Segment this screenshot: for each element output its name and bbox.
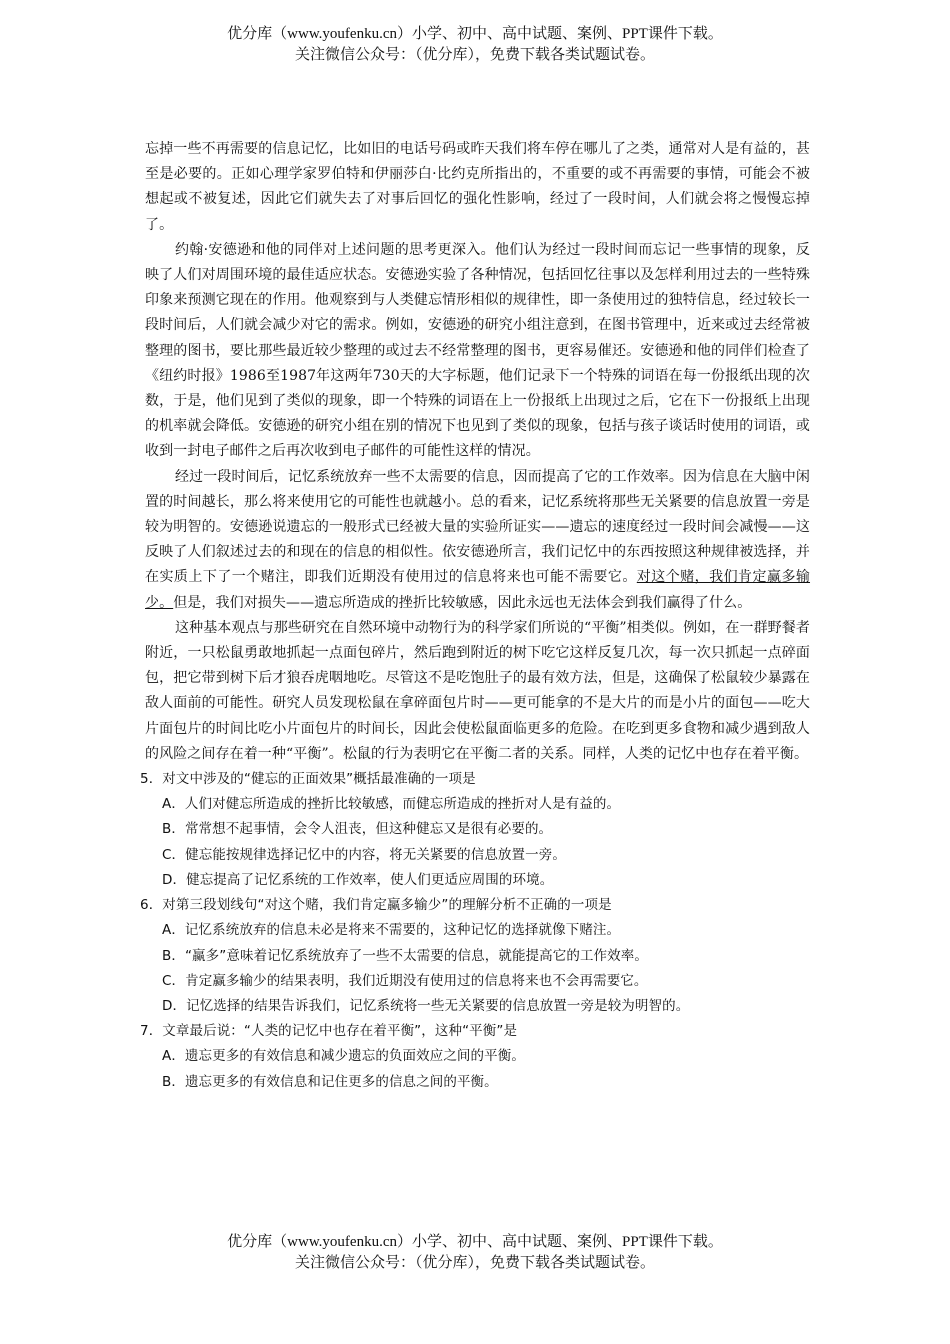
paragraph-2: 约翰·安德逊和他的同伴对上述问题的思考更深入。他们认为经过一段时间而忘记一些事情的现象，反映了人们对周围环境的最佳适应状态。安德逊实验了各种情况，包括回忆往事以及怎样利用过去的一些特殊印象来预测它现在的作用。他观察到与人类健忘情形相似的规律性，即一条使用过的独特信息，经过较长一段时间后，人们就会减少对它的需求。例如，安德逊的研究小组注意到，在图书管理中，近来或过去经常被整理的图书，要比那些最近较少整理的或过去不经常整理的图书，更容易催还。安德逊和他的同伴们检查了《纽约时报》1986至1987年这两年730天的大字标题，他们记录下一个特殊的词语在每一份报纸出现的次数，于是，他们见到了类似的现象，即一个特殊的词语在上一份报纸上出现过之后，它在下一份报纸上出现的机率就会降低。安德逊的研究小组在别的情况下也见到了类似的现象，包括与孩子谈话时使用的词语，或收到一封电子邮件之后再次收到电子邮件的可能性这样的情况。 — [145, 241, 810, 460]
option-a: A．人们对健忘所造成的挫折比较敏感，而健忘所造成的挫折对人是有益的。 — [162, 796, 621, 813]
questions-section — [140, 767, 810, 1095]
header-line-2: 关注微信公众号：（优分库），免费下载各类试题试卷。 — [294, 47, 655, 63]
option-d: D．记忆选择的结果告诉我们，记忆系统将一些无关紧要的信息放置一旁是较为明智的。 — [162, 997, 690, 1014]
option-c: C．健忘能按规律选择记忆中的内容，将无关紧要的信息放置一旁。 — [162, 846, 566, 863]
option-b: B．遗忘更多的有效信息和记住更多的信息之间的平衡。 — [162, 1073, 498, 1090]
paragraph-4: 这种基本观点与那些研究在自然环境中动物行为的科学家们所说的“平衡”相类似。例如，在一群野餐者附近，一只松鼠勇敢地抓起一点面包碎片，然后跑到附近的树下吃它这样反复几次，每一次只抓起一点碎面包，把它带到树下后才狼吞虎咽地吃。尽管这不是吃饱肚子的最有效方法，但是，这确保了松鼠较少暴露在敌人面前的可能性。研究人员发现松鼠在拿碎面包片时——更可能拿的不是大片的而是小片的面包——吃大片面包片的时间比吃小片面包片的时间长，因此会使松鼠面临更多的危险。在吃到更多食物和减少遇到敌人的风险之间存在着一种“平衡”。松鼠的行为表明它在平衡二者的关系。同样，人类的记忆中也存在着平衡。 — [145, 619, 810, 762]
option-c: C．肯定赢多输少的结果表明，我们近期没有使用过的信息将来也不会再需要它。 — [162, 972, 648, 989]
page-header — [0, 24, 950, 66]
page-footer — [0, 1232, 950, 1274]
question-stem: 7．文章最后说：“人类的记忆中也存在着平衡”，这种“平衡”是 — [140, 1023, 518, 1040]
header-line-1: 优分库（www.youfenku.cn）小学、初中、高中试题、案例、PPT课件下载。 — [227, 26, 723, 42]
paragraph-3-part-a: 经过一段时间后，记忆系统放弃一些不太需要的信息，因而提高了它的工作效率。因为信息在大脑中闲置的时间越长，那么将来使用它的可能性也就越小。总的看来，记忆系统将那些无关紧要的信息放置一旁是较为明智的。安德逊说遗忘的一般形式已经被大量的实验所证实——遗忘的速度经过一段时间会减慢——这反映了人们叙述过去的和现在的信息的相似性。依安德逊所言，我们记忆中的东西按照这种规律被选择，并在实质上下了一个赌注，即我们近期没有使用过的信息将来也可能不需要它。 — [145, 468, 810, 586]
question-5 — [140, 767, 810, 893]
underlined-sentence: 对这个赌，我们肯定赢多输少。 — [145, 569, 811, 611]
document-body — [140, 137, 811, 1095]
paragraph-3-part-b: 但是，我们对损失——遗忘所造成的挫折比较敏感，因此永远也无法体会到我们赢得了什么。 — [173, 594, 752, 611]
question-stem: 6．对第三段划线句“对这个赌，我们肯定赢多输少”的理解分析不正确的一项是 — [140, 897, 612, 914]
question-7 — [140, 1019, 810, 1095]
option-b: B．“赢多”意味着记忆系统放弃了一些不太需要的信息，就能提高它的工作效率。 — [162, 947, 648, 964]
paragraph-1: 忘掉一些不再需要的信息记忆，比如旧的电话号码或昨天我们将车停在哪儿了之类，通常对人是有益的，甚至是必要的。正如心理学家罗伯特和伊丽莎白·比约克所指出的，不重要的或不再需要的事情，可能会不被想起或不被复述，因此它们就失去了对事后回忆的强化性影响，经过了一段时间，人们就会将之慢慢忘掉了。 — [145, 141, 810, 233]
footer-line-2: 关注微信公众号：（优分库），免费下载各类试题试卷。 — [294, 1255, 655, 1271]
question-stem: 5．对文中涉及的“健忘的正面效果”概括最准确的一项是 — [140, 771, 476, 788]
paragraph-3 — [145, 465, 810, 616]
question-6 — [140, 893, 810, 1019]
footer-line-1: 优分库（www.youfenku.cn）小学、初中、高中试题、案例、PPT课件下载。 — [227, 1234, 723, 1250]
option-b: B．常常想不起事情，会令人沮丧，但这种健忘又是很有必要的。 — [162, 821, 553, 838]
option-d: D．健忘提高了记忆系统的工作效率，使人们更适应周围的环境。 — [162, 871, 554, 888]
option-a: A．遗忘更多的有效信息和减少遗忘的负面效应之间的平衡。 — [162, 1048, 525, 1065]
option-a: A．记忆系统放弃的信息未必是将来不需要的，这种记忆的选择就像下赌注。 — [162, 922, 621, 939]
